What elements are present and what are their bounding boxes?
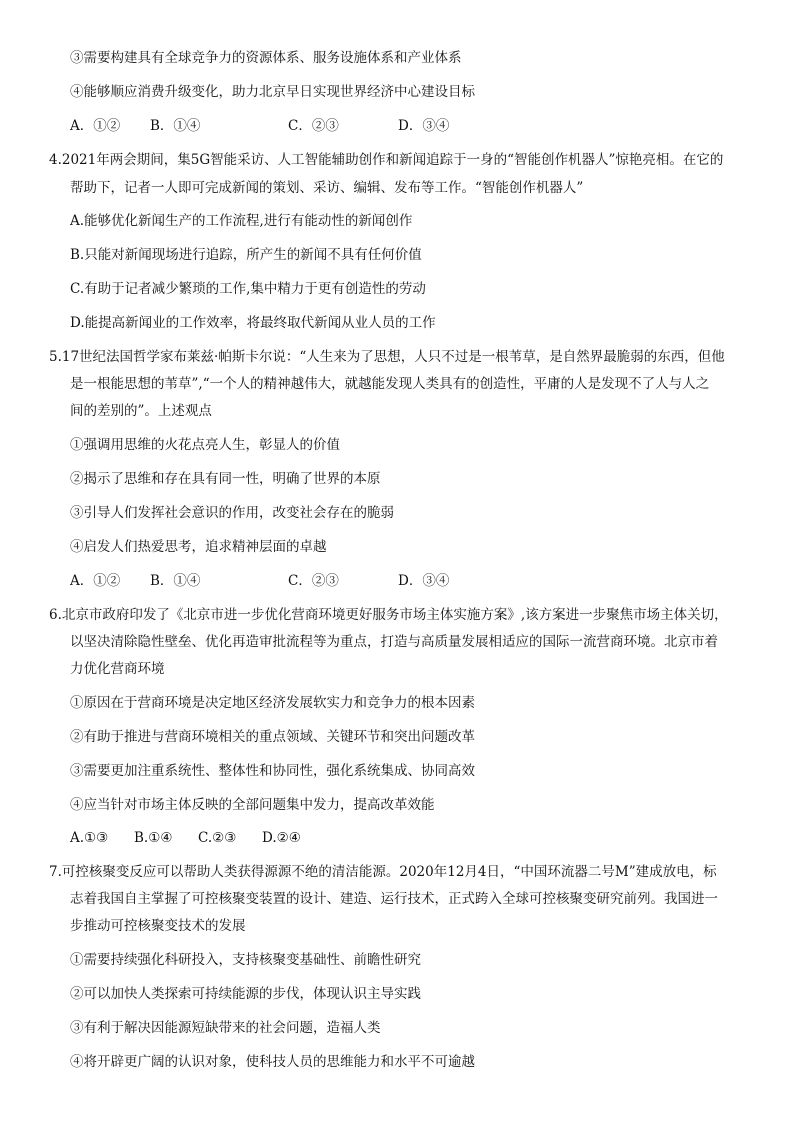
q7-item-1: ①需要持续强化科研投入，支持核聚变基础性、前瞻性研究 — [70, 952, 421, 968]
q6-stem-line-1: 6.北京市政府印发了《北京市进一步优化营商环境更好服务市场主体实施方案》,该方案进一步聚焦市场主体关切， — [49, 607, 728, 623]
q3-item-3: ③需要构建具有全球竞争力的资源体系、服务设施体系和产业体系 — [70, 50, 462, 66]
q7-item-3: ③有利于解决因能源短缺带来的社会问题，造福人类 — [70, 1020, 381, 1036]
q5-option-d: D．③④ — [398, 573, 450, 589]
q3-option-b: B．①④ — [150, 118, 201, 134]
q6-option-b: B.①④ — [134, 830, 173, 846]
q5-item-3: ③引导人们发挥社会意识的作用，改变社会存在的脆弱 — [70, 505, 394, 521]
q6-option-a: A.①③ — [70, 830, 109, 846]
q3-option-c: C．②③ — [288, 118, 339, 134]
q5-stem-line-3: 间的差别的”。上述观点 — [70, 403, 212, 419]
q6-option-c: C.②③ — [198, 830, 237, 846]
q7-stem-line-2: 志着我国自主掌握了可控核聚变装置的设计、建造、运行技术，正式跨入全球可控核聚变研究前列。我国进一 — [70, 891, 718, 907]
q6-item-3: ③需要更加注重系统性、整体性和协同性，强化系统集成、协同高效 — [70, 763, 475, 779]
q5-option-a: A．①② — [70, 573, 121, 589]
q5-option-c: C．②③ — [288, 573, 339, 589]
q5-stem-line-2: 是一根能思想的苇草”,“一个人的精神越伟大，就越能发现人类具有的创造性，平庸的人是发现不了人与人之 — [70, 376, 710, 392]
q3-item-4: ④能够顺应消费升级变化，助力北京早日实现世界经济中心建设目标 — [70, 84, 475, 100]
q3-options — [70, 117, 478, 135]
q7-stem-line-3: 步推动可控核聚变技术的发展 — [70, 918, 246, 934]
q4-stem-line-2: 帮助下，记者一人即可完成新闻的策划、采访、编辑、发布等工作。“智能创作机器人” — [70, 180, 584, 196]
q7-item-2: ②可以加快人类探索可持续能源的步伐，体现认识主导实践 — [70, 986, 421, 1002]
q6-options — [70, 829, 326, 847]
q4-option-a: A.能够优化新闻生产的工作流程,进行有能动性的新闻创作 — [70, 213, 413, 229]
q6-stem-line-2: 以坚决清除隐性壁垒、优化再造审批流程等为重点，打造与高质量发展相适应的国际一流营商环境。北京市着 — [70, 634, 718, 650]
q4-option-d: D.能提高新闻业的工作效率，将最终取代新闻从业人员的工作 — [70, 315, 436, 331]
q3-option-a: A．①② — [70, 118, 121, 134]
q6-item-4: ④应当针对市场主体反映的全部问题集中发力，提高改革效能 — [70, 797, 435, 813]
q6-item-1: ①原因在于营商环境是决定地区经济发展软实力和竞争力的根本因素 — [70, 695, 475, 711]
q5-options — [70, 572, 478, 590]
q4-option-b: B.只能对新闻现场进行追踪，所产生的新闻不具有任何价值 — [70, 247, 422, 263]
q5-item-4: ④启发人们热爱思考，追求精神层面的卓越 — [70, 539, 327, 555]
q6-option-d: D.②④ — [262, 830, 301, 846]
q6-stem-line-3: 力优化营商环境 — [70, 661, 165, 677]
q3-option-d: D．③④ — [398, 118, 450, 134]
q5-option-b: B．①④ — [150, 573, 201, 589]
q7-item-4: ④将开辟更广阔的认识对象，使科技人员的思维能力和水平不可逾越 — [70, 1054, 475, 1070]
q6-item-2: ②有助于推进与营商环境相关的重点领域、关键环节和突出问题改革 — [70, 729, 475, 745]
q4-stem-line-1: 4.2021年两会期间，集5G智能采访、人工智能辅助创作和新闻追踪于一身的“智能创作机器人”惊艳亮相。在它的 — [49, 152, 724, 168]
q5-item-1: ①强调用思维的火花点亮人生，彰显人的价值 — [70, 437, 340, 453]
q5-stem-line-1: 5.17世纪法国哲学家布莱兹·帕斯卡尔说：“人生来为了思想，人只不过是一根苇草，是自然界最脆弱的东西，但他 — [49, 349, 725, 365]
q5-item-2: ②揭示了思维和存在具有同一性，明确了世界的本原 — [70, 471, 381, 487]
q4-option-c: C.有助于记者减少繁琐的工作,集中精力于更有创造性的劳动 — [70, 281, 426, 297]
q7-stem-line-1: 7.可控核聚变反应可以帮助人类获得源源不绝的清洁能源。2020年12月4日，“中国环流器二号M”建成放电，标 — [49, 864, 717, 880]
